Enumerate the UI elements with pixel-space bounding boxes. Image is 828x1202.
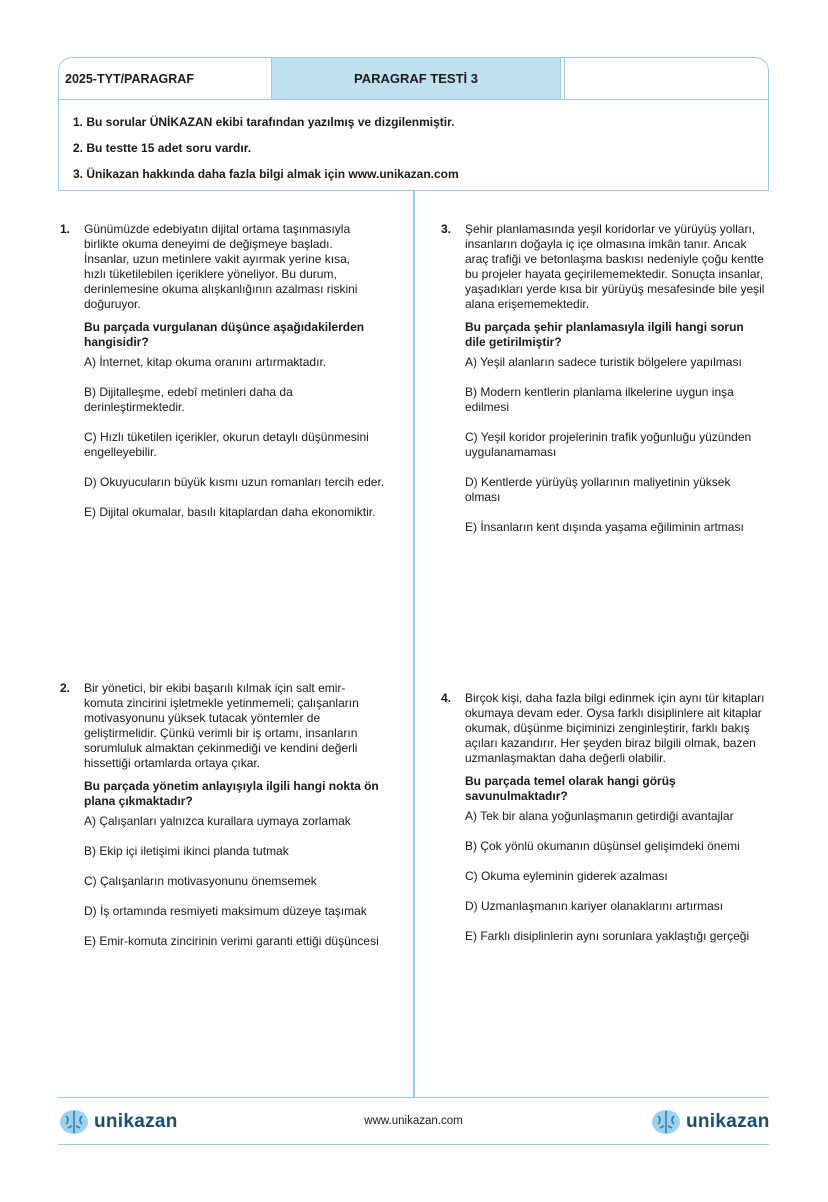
option-line: C) Yeşil koridor projelerinin trafik yoğunluğu yüzünden [465,430,752,444]
question-body [84,681,379,964]
option-line: C) Okuma eyleminin giderek azalması [465,869,668,883]
stem-line: savunulmaktadır? [465,789,568,803]
answer-option[interactable] [465,839,764,854]
option-line: D) Okuyucuların büyük kısmı uzun romanları tercih eder. [84,475,385,489]
brand-name: unikazan [686,1111,770,1132]
passage-line: hissettiği ortamlarda ortaya çıkar. [84,756,261,770]
option-line: uygulanamaması [465,445,557,459]
passage-line: okumaya devam eder. Oysa farklı disiplinlere ait kitaplar [465,706,762,720]
test-header [58,57,769,191]
stem-line: hangisidir? [84,335,149,349]
passage-line: Şehir planlamasında yeşil koridorlar ve yürüyüş yolları, [465,222,756,236]
passage-line: Bir yönetici, bir ekibi başarılı kılmak için salt emir- [84,681,346,695]
answer-option[interactable] [84,505,384,520]
stem-line: Bu parçada vurgulanan düşünce aşağıdakilerden [84,320,365,334]
passage-line: geliştirmelidir. Çünkü verimli bir iş ortamı, insanların [84,726,358,740]
passage-line: Günümüzde edebiyatın dijital ortama taşınmasıyla [84,222,351,236]
answer-option[interactable] [465,929,764,944]
answer-option[interactable] [84,814,379,829]
answer-option[interactable] [84,844,379,859]
stem-line: Bu parçada yönetim anlayışıyla ilgili hangi nokta ön [84,779,379,793]
option-line: A) İnternet, kitap okuma oranını artırmaktadır. [84,355,327,369]
answer-option[interactable] [84,385,384,415]
passage-line: birlikte okuma deneyimi de değişmeye başladı. [84,237,333,251]
stem-line: dile getirilmiştir? [465,335,562,349]
answer-option[interactable] [84,874,379,889]
header-separator [564,58,565,99]
option-line: D) Uzmanlaşmanın kariyer olanaklarını artırması [465,899,724,913]
header-notes [73,115,459,193]
brand-logo-right [650,1108,770,1136]
question-stem [465,320,764,350]
passage-line: bu projeler hayata geçirilememektedir. Sonuçta insanlar, [465,267,764,281]
option-line: B) Ekip içi iletişimi ikinci planda tutmak [84,844,289,858]
answer-option[interactable] [465,899,764,914]
answer-option[interactable] [465,430,764,460]
option-line: olması [465,490,501,504]
option-line: D) Kentlerde yürüyüş yollarının maliyetinin yüksek [465,475,731,489]
passage-line: okumak, düşünme biçiminizi zenginleştirir, farklı bakış [465,721,750,735]
passage-line: insanların doğayla iç içe olmasına imkân tanır. Ancak [465,237,747,251]
test-title: PARAGRAF TESTİ 3 [271,58,561,99]
column-divider [413,191,415,1097]
question-body [465,222,764,550]
stem-line: Bu parçada temel olarak hangi görüş [465,774,676,788]
passage-line: sorumluluk almaktan çekinmediği ve kendini değerli [84,741,358,755]
answer-option[interactable] [84,475,384,490]
stem-line: plana çıkmaktadır? [84,794,193,808]
passage-line: komuta zincirini işletmekle yetinmemeli; çalışanların [84,696,359,710]
brand-name: unikazan [94,1111,178,1132]
question-body [84,222,384,535]
answer-option[interactable] [84,430,384,460]
passage-line: doğuruyor. [84,297,141,311]
answer-option[interactable] [465,355,764,370]
passage-line: Birçok kişi, daha fazla bilgi edinmek için aynı tür kitapları [465,691,765,705]
option-line: E) Emir-komuta zincirinin verimi garanti ettiği düşüncesi [84,934,379,948]
passage-line: açıları kazandırır. Her şeyden biraz bilgili olmak, bazen [465,736,756,750]
option-line: D) İş ortamında resmiyeti maksimum düzeye taşımak [84,904,367,918]
option-line: C) Hızlı tüketilen içerikler, okurun detaylı düşünmesini [84,430,369,444]
option-line: A) Yeşil alanların sadece turistik bölgelere yapılması [465,355,742,369]
question-stem [84,779,379,809]
note-1: 1. Bu sorular ÜNİKAZAN ekibi tarafından yazılmış ve dizgilenmiştir. [73,115,455,129]
passage-line: hızlı tüketilebilen içeriklere yöneliyor. Bu durum, [84,267,337,281]
brain-icon [650,1108,682,1136]
option-line: B) Dijitalleşme, edebî metinleri daha da [84,385,293,399]
question-stem [84,320,384,350]
passage-line: derinlemesine okuma alışkanlığının azalması riskini [84,282,358,296]
question-number: 3. [441,222,452,236]
answer-option[interactable] [84,904,379,919]
option-line: A) Tek bir alana yoğunlaşmanın getirdiği avantajlar [465,809,734,823]
answer-option[interactable] [465,475,764,505]
option-line: engelleyebilir. [84,445,157,459]
passage-line: yaşadıkları yerde kısa bir yürüyüş mesafesinde bile yeşil [465,282,765,296]
answer-option[interactable] [465,809,764,824]
question-number: 1. [60,222,71,236]
option-line: derinleştirmektedir. [84,400,185,414]
option-line: edilmesi [465,400,510,414]
note-2: 2. Bu testte 15 adet soru vardır. [73,141,252,155]
option-line: B) Çok yönlü okumanın düşünsel gelişimdeki önemi [465,839,740,853]
passage-line: araç trafiği ve betonlaşma baskısı nedeniyle çoğu kentte [465,252,764,266]
answer-option[interactable] [465,520,764,535]
footer-url[interactable]: www.unikazan.com [364,1115,463,1127]
answer-option[interactable] [84,355,384,370]
note-3: 3. Ünikazan hakkında daha fazla bilgi almak için www.unikazan.com [73,167,459,181]
header-row [59,58,768,100]
page-footer [58,1097,769,1145]
option-line: A) Çalışanları yalnızca kurallara uymaya zorlamak [84,814,351,828]
option-line: E) Dijital okumalar, basılı kitaplardan daha ekonomiktir. [84,505,376,519]
option-line: C) Çalışanların motivasyonunu önemsemek [84,874,317,888]
question-stem [465,774,764,804]
answer-option[interactable] [465,385,764,415]
answer-option[interactable] [465,869,764,884]
option-line: E) İnsanların kent dışında yaşama eğiliminin artması [465,520,744,534]
exam-code: 2025-TYT/PARAGRAF [65,72,194,86]
question-number: 2. [60,681,71,695]
passage-line: alana erişememektedir. [465,297,590,311]
answer-option[interactable] [84,934,379,949]
passage-line: İnsanlar, uzun metinlere vakit ayırmak yerine kısa, [84,252,351,266]
option-line: E) Farklı disiplinlerin aynı sorunlara yaklaştığı gerçeği [465,929,750,943]
passage-line: uzmanlaşmaktan daha değerli olabilir. [465,751,666,765]
question-number: 4. [441,691,452,705]
passage-line: motivasyonunu yüksek tutacak yöntemler de [84,711,321,725]
option-line: B) Modern kentlerin planlama ilkelerine uygun inşa [465,385,734,399]
question-body [465,691,764,959]
stem-line: Bu parçada şehir planlamasıyla ilgili hangi sorun [465,320,744,334]
